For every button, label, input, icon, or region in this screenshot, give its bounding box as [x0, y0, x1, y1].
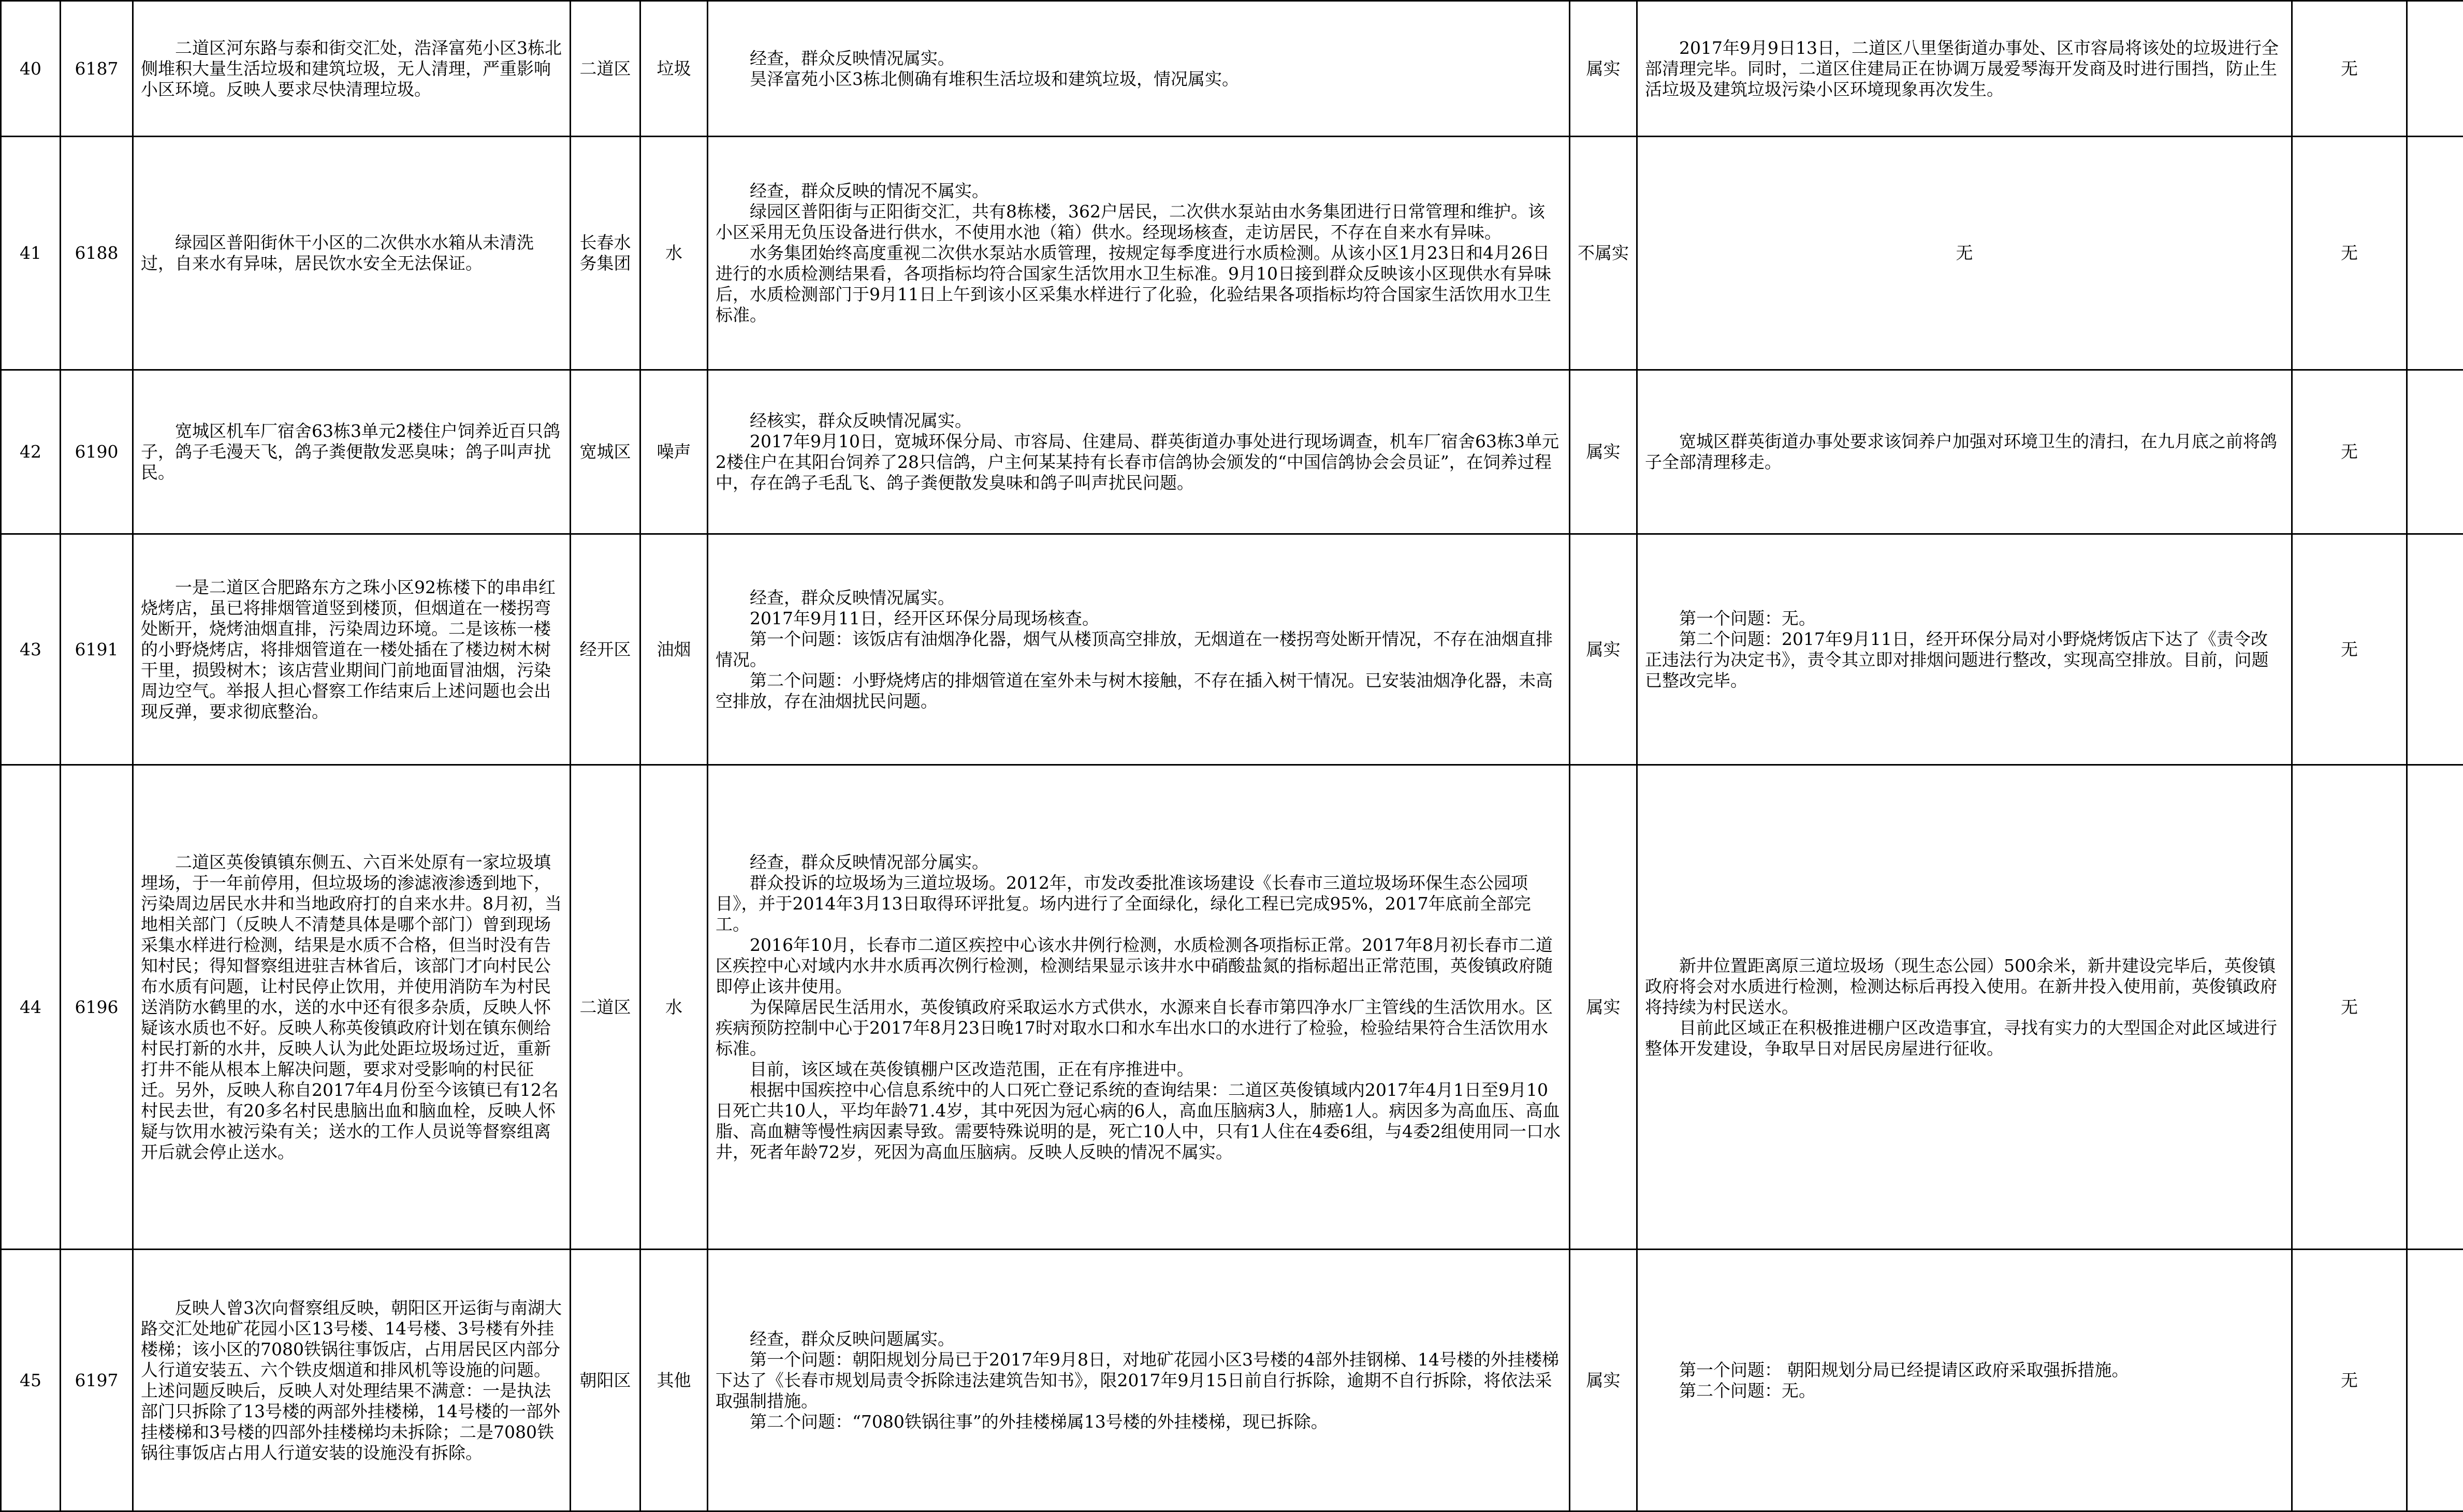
- complaint-text: [133, 1, 571, 137]
- table-row: [1, 534, 2463, 765]
- district-cell: 长春水务集团: [571, 137, 640, 370]
- handling-text: [1637, 370, 2292, 534]
- verdict-cell: 属实: [1570, 534, 1637, 765]
- complaint-text: [133, 534, 571, 765]
- complaint-text-paragraph: 二道区河东路与泰和街交汇处，浩泽富苑小区3栋北侧堆积大量生活垃圾和建筑垃圾，无人清理，严重影响小区环境。反映人要求尽快清理垃圾。: [141, 38, 562, 100]
- case-id: 6196: [61, 765, 133, 1250]
- investigation-text-paragraph: 群众投诉的垃圾场为三道垃圾场。2012年，市发改委批准该场建设《长春市三道垃圾场环保生态公园项目》，并于2014年3月13日取得环评批复。场内进行了全面绿化，绿化工程已完成95%，2017年底前全部完工。: [716, 873, 1562, 935]
- investigation-text: [708, 137, 1570, 370]
- handling-text: [1637, 1, 2292, 137]
- district-cell: 朝阳区: [571, 1250, 640, 1511]
- handling-text: [1637, 1250, 2292, 1511]
- complaint-text: [133, 137, 571, 370]
- district-cell: 二道区: [571, 765, 640, 1250]
- accountability-cell: 无: [2292, 370, 2407, 534]
- district-cell: 经开区: [571, 534, 640, 765]
- investigation-text-paragraph: 经核实，群众反映情况属实。: [716, 410, 1562, 431]
- row-number: 41: [1, 137, 61, 370]
- investigation-text: [708, 370, 1570, 534]
- pollution-type: 水: [640, 765, 708, 1250]
- row-number: 44: [1, 765, 61, 1250]
- case-id: 6197: [61, 1250, 133, 1511]
- investigation-text: [708, 1, 1570, 137]
- investigation-text-paragraph: 第二个问题：“7080铁锅往事”的外挂楼梯属13号楼的外挂楼梯，现已拆除。: [716, 1412, 1562, 1432]
- remark-cell: [2407, 1250, 2463, 1511]
- complaint-text-paragraph: 宽城区机车厂宿舍63栋3单元2楼住户饲养近百只鸽子，鸽子毛漫天飞，鸽子粪便散发恶臭味；鸽子叫声扰民。: [141, 421, 562, 483]
- investigation-text-paragraph: 经查，群众反映情况部分属实。: [716, 852, 1562, 873]
- verdict-cell: 属实: [1570, 370, 1637, 534]
- table-row: [1, 1, 2463, 137]
- complaint-text: [133, 1250, 571, 1511]
- investigation-text: [708, 1250, 1570, 1511]
- complaint-text: [133, 765, 571, 1250]
- row-number: 43: [1, 534, 61, 765]
- investigation-text-paragraph: 经查，群众反映的情况不属实。: [716, 181, 1562, 201]
- investigation-text-paragraph: 绿园区普阳街与正阳街交汇，共有8栋楼，362户居民，二次供水泵站由水务集团进行日常管理和维护。该小区采用无负压设备进行供水，不使用水池（箱）供水。经现场核查，走访居民，不存在自来水有异味。: [716, 201, 1562, 243]
- investigation-text-paragraph: 根据中国疾控中心信息系统中的人口死亡登记系统的查询结果：二道区英俊镇域内2017年4月1日至9月10日死亡共10人，平均年龄71.4岁，其中死因为冠心病的6人，高血压脑病3人，肺癌1人。病因多为高血压、高血脂、高血糖等慢性病因素导致。需要特殊说明的是，死亡10人中，只有1人住在4委6组，与4委2组使用同一口水井，死者年龄72岁，死因为高血压脑病。反映人反映的情况不属实。: [716, 1080, 1562, 1163]
- case-id: 6188: [61, 137, 133, 370]
- investigation-text: [708, 534, 1570, 765]
- table-row: [1, 137, 2463, 370]
- case-id: 6191: [61, 534, 133, 765]
- investigation-text-paragraph: 2017年9月10日，宽城环保分局、市容局、住建局、群英街道办事处进行现场调查，机车厂宿舍63栋3单元2楼住户在其阳台饲养了28只信鸽，户主何某某持有长春市信鸽协会颁发的“中国信鸽协会会员证”，在饲养过程中，存在鸽子毛乱飞、鸽子粪便散发臭味和鸽子叫声扰民问题。: [716, 431, 1562, 493]
- table-row: [1, 1250, 2463, 1511]
- complaint-text-paragraph: 一是二道区合肥路东方之珠小区92栋楼下的串串红烧烤店，虽已将排烟管道竖到楼顶，但烟道在一楼拐弯处断开，烧烤油烟直排，污染周边环境。二是该栋一楼的小野烧烤店，将排烟管道在一楼处插在了楼边树木树干里，损毁树木；该店营业期间门前地面冒油烟，污染周边空气。举报人担心督察工作结束后上述问题也会出现反弹，要求彻底整治。: [141, 577, 562, 722]
- case-id: 6187: [61, 1, 133, 137]
- district-cell: 二道区: [571, 1, 640, 137]
- complaint-text-paragraph: 二道区英俊镇镇东侧五、六百米处原有一家垃圾填埋场，于一年前停用，但垃圾场的渗滤液渗透到地下，污染周边居民水井和当地政府打的自来水井。8月初，当地相关部门（反映人不清楚具体是哪个部门）曾到现场采集水样进行检测，结果是水质不合格，但当时没有告知村民；得知督察组进驻吉林省后，该部门才向村民公布水质有问题，让村民停止饮用，并使用消防车为村民送消防水鹤里的水，送的水中还有很多杂质，反映人怀疑该水质也不好。反映人称英俊镇政府计划在镇东侧给村民打新的水井，反映人认为此处距垃圾场过近，重新打井不能从根本上解决问题，要求对受影响的村民征迁。另外，反映人称自2017年4月份至今该镇已有12名村民去世，有20多名村民患脑出血和脑血栓，反映人怀疑与饮用水被污染有关；送水的工作人员说等督察组离开后就会停止送水。: [141, 852, 562, 1163]
- investigation-text-paragraph: 第二个问题：小野烧烤店的排烟管道在室外未与树木接触，不存在插入树干情况。已安装油烟净化器，未高空排放，存在油烟扰民问题。: [716, 670, 1562, 712]
- pollution-type: 水: [640, 137, 708, 370]
- investigation-text-paragraph: 目前，该区域在英俊镇棚户区改造范围，正在有序推进中。: [716, 1059, 1562, 1080]
- complaint-text-paragraph: 绿园区普阳街休干小区的二次供水水箱从未清洗过，自来水有异味，居民饮水安全无法保证。: [141, 232, 562, 274]
- handling-text-paragraph: 目前此区域正在积极推进棚户区改造事宜，寻找有实力的大型国企对此区域进行整体开发建设，争取早日对居民房屋进行征收。: [1645, 1018, 2284, 1059]
- investigation-text-paragraph: 经查，群众反映情况属实。: [716, 48, 1562, 69]
- accountability-cell: 无: [2292, 137, 2407, 370]
- verdict-cell: 属实: [1570, 1, 1637, 137]
- handling-text-paragraph: 2017年9月9日13日，二道区八里堡街道办事处、区市容局将该处的垃圾进行全部清理完毕。同时，二道区住建局正在协调万晟爱琴海开发商及时进行围挡，防止生活垃圾及建筑垃圾污染小区环境现象再次发生。: [1645, 38, 2284, 100]
- investigation-text-paragraph: 2017年9月11日，经开区环保分局现场核查。: [716, 608, 1562, 629]
- pollution-type: 油烟: [640, 534, 708, 765]
- case-id: 6190: [61, 370, 133, 534]
- accountability-cell: 无: [2292, 1, 2407, 137]
- handling-text: [1637, 534, 2292, 765]
- row-number: 42: [1, 370, 61, 534]
- investigation-text-paragraph: 经查，群众反映问题属实。: [716, 1329, 1562, 1349]
- pollution-type: 其他: [640, 1250, 708, 1511]
- handling-text-paragraph: 新井位置距离原三道垃圾场（现生态公园）500余米，新井建设完毕后，英俊镇政府将会对水质进行检测，检测达标后再投入使用。在新井投入使用前，英俊镇政府将持续为村民送水。: [1645, 956, 2284, 1018]
- handling-text-paragraph: 第一个问题： 朝阳规划分局已经提请区政府采取强拆措施。: [1645, 1360, 2284, 1381]
- remark-cell: [2407, 765, 2463, 1250]
- table-row: [1, 765, 2463, 1250]
- complaint-text: [133, 370, 571, 534]
- pollution-type: 噪声: [640, 370, 708, 534]
- handling-text-paragraph: 第二个问题：2017年9月11日，经开环保分局对小野烧烤饭店下达了《责令改正违法行为决定书》，责令其立即对排烟问题进行整改，实现高空排放。目前，问题已整改完毕。: [1645, 629, 2284, 691]
- handling-text-paragraph: 第一个问题：无。: [1645, 608, 2284, 629]
- row-number: 40: [1, 1, 61, 137]
- verdict-cell: 属实: [1570, 1250, 1637, 1511]
- remark-cell: [2407, 1, 2463, 137]
- complaint-text-paragraph: 反映人曾3次向督察组反映，朝阳区开运街与南湖大路交汇处地矿花园小区13号楼、14号楼、3号楼有外挂楼梯；该小区的7080铁锅往事饭店，占用居民区内部分人行道安装五、六个铁皮烟道和排风机等设施的问题。上述问题反映后，反映人对处理结果不满意：一是执法部门只拆除了13号楼的两部外挂楼梯，14号楼的一部外挂楼梯和3号楼的四部外挂楼梯均未拆除；二是7080铁锅往事饭店占用人行道安装的设施没有拆除。: [141, 1298, 562, 1463]
- investigation-text-paragraph: 为保障居民生活用水，英俊镇政府采取运水方式供水，水源来自长春市第四净水厂主管线的生活饮用水。区疾病预防控制中心于2017年8月23日晚17时对取水口和水车出水口的水进行了检验，检验结果符合生活饮用水标准。: [716, 997, 1562, 1059]
- handling-text-paragraph: 无: [1645, 243, 2284, 263]
- verdict-cell: 属实: [1570, 765, 1637, 1250]
- handling-text-paragraph: 第二个问题：无。: [1645, 1381, 2284, 1401]
- handling-text: [1637, 137, 2292, 370]
- verdict-cell: 不属实: [1570, 137, 1637, 370]
- remark-cell: [2407, 534, 2463, 765]
- investigation-text-paragraph: 第一个问题：该饭店有油烟净化器，烟气从楼顶高空排放，无烟道在一楼拐弯处断开情况，不存在油烟直排情况。: [716, 629, 1562, 670]
- accountability-cell: 无: [2292, 534, 2407, 765]
- district-cell: 宽城区: [571, 370, 640, 534]
- accountability-cell: 无: [2292, 1250, 2407, 1511]
- handling-text-paragraph: 宽城区群英街道办事处要求该饲养户加强对环境卫生的清扫，在九月底之前将鸽子全部清理移走。: [1645, 431, 2284, 473]
- investigation-text-paragraph: 水务集团始终高度重视二次供水泵站水质管理，按规定每季度进行水质检测。从该小区1月23日和4月26日进行的水质检测结果看，各项指标均符合国家生活饮用水卫生标准。9月10日接到群众反映该小区现供水有异味后，水质检测部门于9月11日上午到该小区采集水样进行了化验，化验结果各项指标均符合国家生活饮用水卫生标准。: [716, 243, 1562, 326]
- investigation-text: [708, 765, 1570, 1250]
- investigation-text-paragraph: 2016年10月，长春市二道区疾控中心该水井例行检测，水质检测各项指标正常。2017年8月初长春市二道区疾控中心对域内水井水质再次例行检测，检测结果显示该井水中硝酸盐氮的指标超出正常范围，英俊镇政府随即停止该井使用。: [716, 935, 1562, 997]
- table-row: [1, 370, 2463, 534]
- accountability-cell: 无: [2292, 765, 2407, 1250]
- investigation-text-paragraph: 经查，群众反映情况属实。: [716, 588, 1562, 608]
- remark-cell: [2407, 370, 2463, 534]
- handling-text: [1637, 765, 2292, 1250]
- investigation-text-paragraph: 昊泽富苑小区3栋北侧确有堆积生活垃圾和建筑垃圾，情况属实。: [716, 69, 1562, 90]
- remark-cell: [2407, 137, 2463, 370]
- pollution-type: 垃圾: [640, 1, 708, 137]
- investigation-text-paragraph: 第一个问题：朝阳规划分局已于2017年9月8日，对地矿花园小区3号楼的4部外挂钢梯、14号楼的外挂楼梯下达了《长春市规划局责令拆除违法建筑告知书》，限2017年9月15日前自行拆除，逾期不自行拆除，将依法采取强制措施。: [716, 1349, 1562, 1412]
- row-number: 45: [1, 1250, 61, 1511]
